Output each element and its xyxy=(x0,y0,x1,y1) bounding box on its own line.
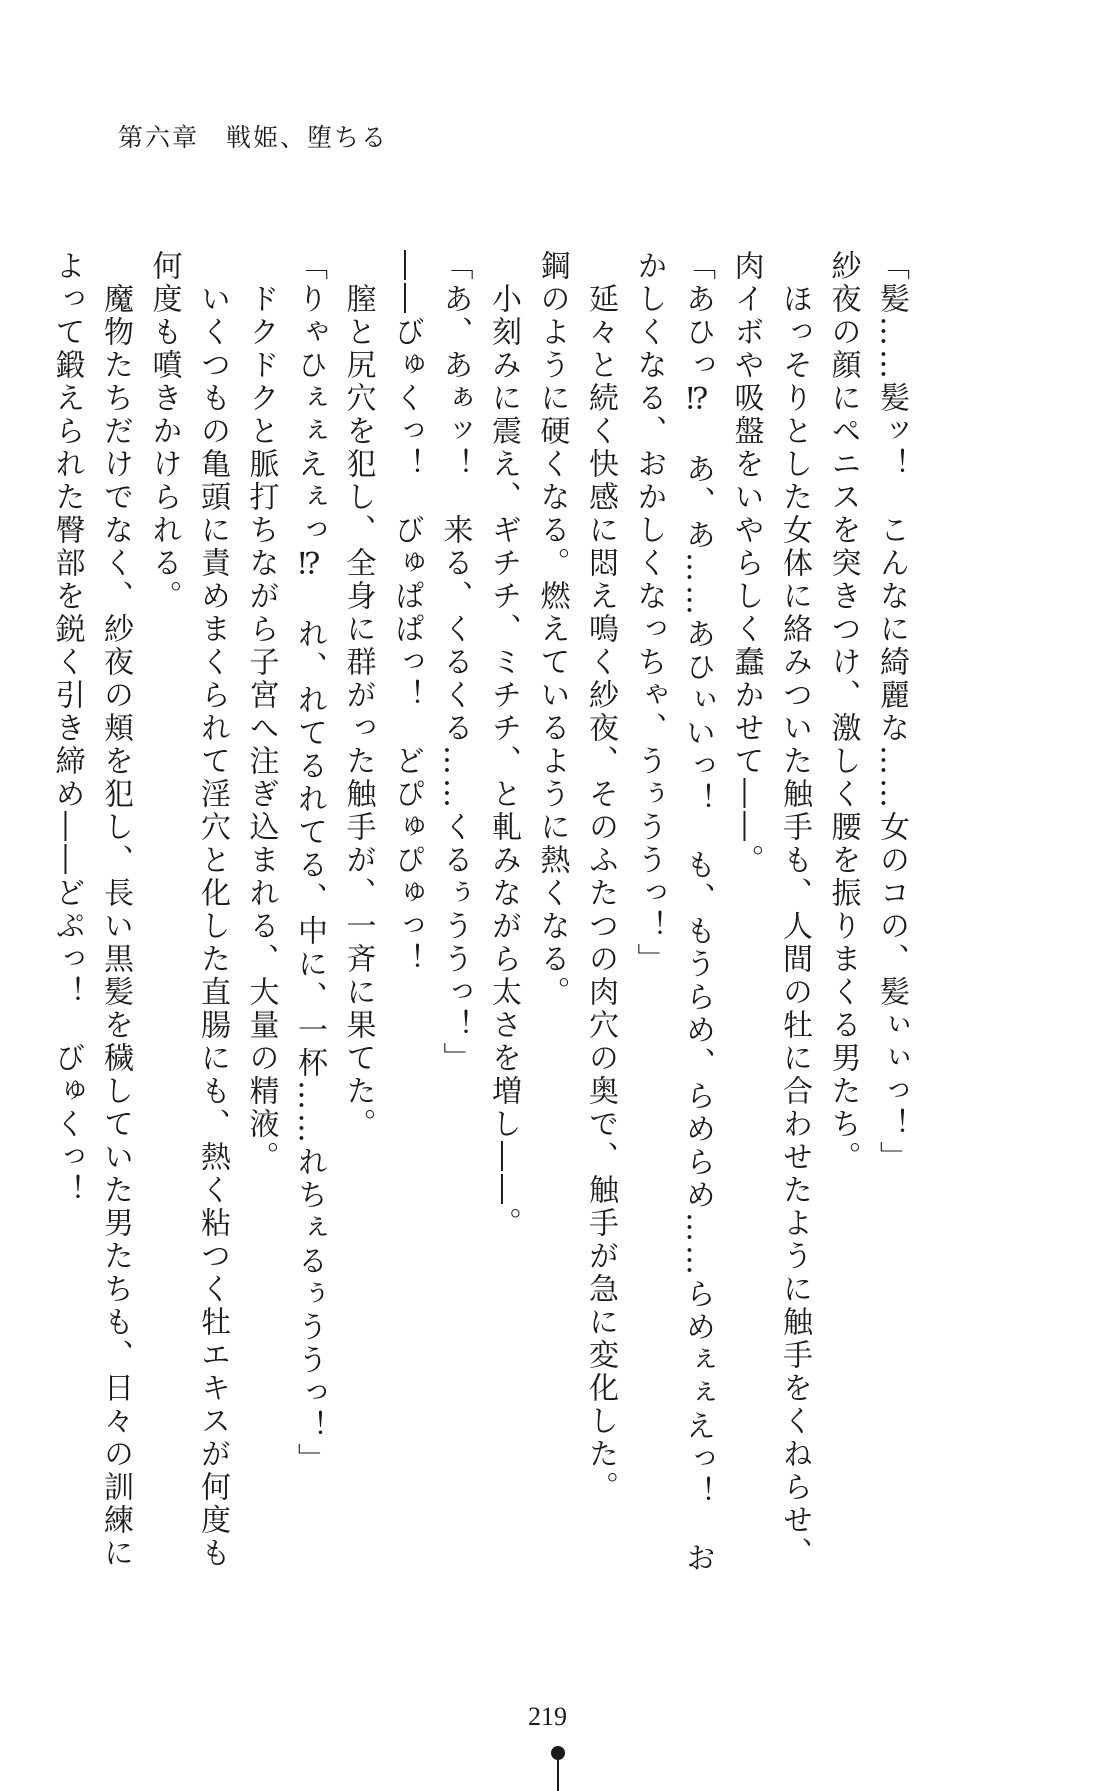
text-line: 「髪……髪ッ！ こんなに綺麗な……女のコの、髪ぃぃっ！」 xyxy=(874,250,909,1174)
text-line: 「りゃひぇぇえぇっ⁉ れ、れてるれてる、中に、一杯……れちぇるぅううっ！」 xyxy=(292,250,327,1476)
text-line: ほっそりとした女体に絡みついた触手も、人間の牡に合わせたように触手をくねらせ、 xyxy=(777,250,812,1570)
text-line: 何度も噴きかけられる。 xyxy=(146,250,182,613)
text-line: 鋼のように硬くなる。燃えているように熱くなる。 xyxy=(534,250,570,1009)
text-line: 紗夜の顔にペニスを突きつけ、激しく腰を振りまくる男たち。 xyxy=(825,250,861,1174)
running-header: 第六章 戦姫、堕ちる xyxy=(118,123,389,152)
text-line: 「あ、あぁッ！ 来る、くるくる……くるぅううっ！」 xyxy=(437,250,473,1075)
text-line: 「あひっ⁉ あ、あ……あひぃいっ！ も、もうらめ、らめらめ……らめぇぇえっ！ お xyxy=(680,250,715,1575)
text-line: かしくなる、おかしくなっちゃ、うぅううっ！」 xyxy=(631,250,667,976)
page-marker-line xyxy=(557,1760,559,1791)
text-line: ――びゅくっ！ びゅぱぱっ！ どぴゅぴゅっ！ xyxy=(389,250,424,976)
page-marker-dot xyxy=(551,1746,565,1760)
text-line: 肉イボや吸盤をいやらしく蠢かせて――。 xyxy=(728,250,764,877)
text-line: 魔物たちだけでなく、紗夜の頬を犯し、長い黒髪を穢していた男たちも、日々の訓練に xyxy=(98,250,133,1570)
text-line: いくつもの亀頭に責めまくられて淫穴と化した直腸にも、熱く粘つく牡エキスが何度も xyxy=(195,250,230,1570)
page-number: 219 xyxy=(528,1702,567,1731)
text-line: ドクドクと脈打ちながら子宮へ注ぎ込まれる、大量の精液。 xyxy=(243,250,279,1174)
text-line: よって鍛えられた臀部を鋭く引き締め――どぷっ！ びゅくっ！ xyxy=(49,250,85,1207)
body-text xyxy=(42,250,915,1575)
text-line: 膣と尻穴を犯し、全身に群がった触手が、一斉に果てた。 xyxy=(340,250,376,1141)
text-line: 小刻みに震え、ギチチ、ミチチ、と軋みながら太さを増し――。 xyxy=(486,250,521,1240)
text-line: 延々と続く快感に悶え鳴く紗夜、そのふたつの肉穴の奥で、触手が急に変化した。 xyxy=(583,250,618,1504)
